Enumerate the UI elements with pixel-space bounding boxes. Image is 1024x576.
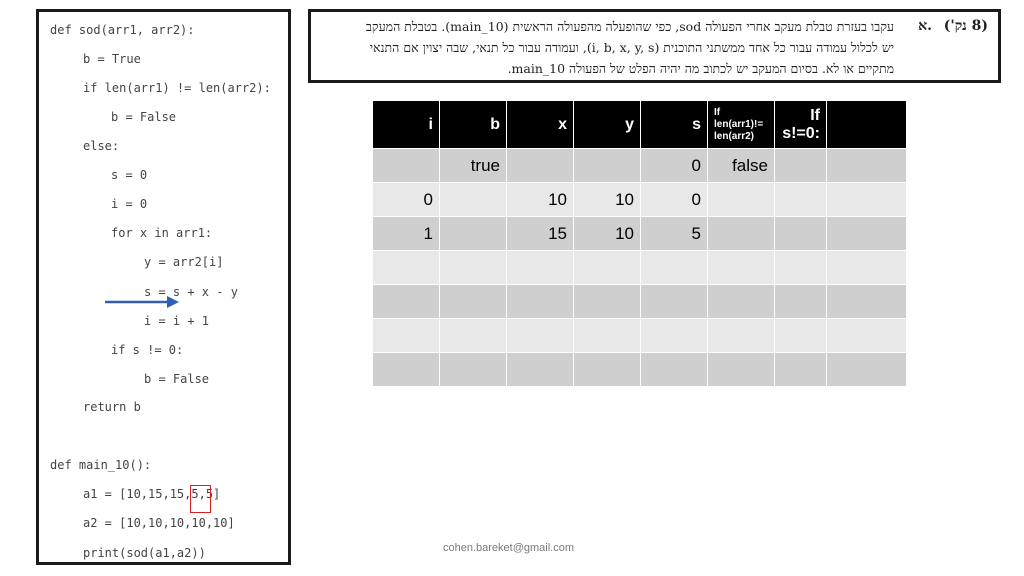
table-cell[interactable] [775,285,827,319]
footer-email: cohen.bareket@gmail.com [443,542,575,554]
code-line-current: s = s + x - y [144,285,238,299]
table-cell[interactable] [440,183,507,217]
table-cell[interactable] [775,251,827,285]
table-cell[interactable] [775,353,827,387]
table-cell[interactable]: 5 [641,217,708,251]
table-cell[interactable] [507,251,574,285]
table-row [373,149,907,183]
code-line: b = False [144,372,210,386]
table-cell[interactable] [373,149,440,183]
table-cell[interactable] [775,217,827,251]
code-line: print(sod(a1,a2)) [83,546,206,560]
table-cell[interactable] [440,217,507,251]
table-cell[interactable] [827,285,907,319]
table-row [373,319,907,353]
current-line-arrow-icon [105,295,179,309]
code-line: if len(arr1) != len(arr2): [83,81,271,95]
code-line: a2 = [10,10,10,10,10] [83,516,235,530]
table-cell[interactable] [775,149,827,183]
column-header-s: s [641,101,708,149]
table-cell[interactable] [507,285,574,319]
table-cell[interactable] [440,353,507,387]
table-cell[interactable] [440,285,507,319]
question-text-line: יש לכלול עמודה עבור כל אחד ממשתני התוכנית (i, b, x, y, s), ועמודה עבור כל תנאי, שבה יצוין אם התנאי [369,40,894,55]
code-line: s = 0 [111,168,148,182]
code-line: if s != 0: [111,343,184,357]
question-text-line: מתקיים או לא. בסיום המעקב יש לכתוב מה יהיה הפלט של הפעולה main_10. [507,61,894,76]
table-cell[interactable] [708,251,775,285]
column-header-empty [827,101,907,149]
table-cell[interactable] [507,353,574,387]
table-cell[interactable] [373,319,440,353]
table-row [373,217,907,251]
highlight-box [190,485,211,513]
table-cell[interactable]: 10 [574,183,641,217]
table-cell[interactable] [574,319,641,353]
column-header-i: i [373,101,440,149]
table-row [373,251,907,285]
table-cell[interactable] [574,353,641,387]
code-line: y = arr2[i] [144,255,224,269]
table-cell[interactable] [574,149,641,183]
table-cell[interactable] [827,319,907,353]
table-cell[interactable] [827,251,907,285]
table-cell[interactable] [641,251,708,285]
table-cell[interactable] [708,217,775,251]
table-cell[interactable] [827,149,907,183]
table-cell[interactable]: true [440,149,507,183]
table-cell[interactable] [641,285,708,319]
column-header-b: b [440,101,507,149]
table-cell[interactable] [373,251,440,285]
table-row [373,353,907,387]
table-cell[interactable]: 0 [373,183,440,217]
code-line: def main_10(): [50,458,152,472]
table-cell[interactable] [708,319,775,353]
table-cell[interactable] [373,353,440,387]
table-cell[interactable]: 1 [373,217,440,251]
table-cell[interactable] [775,183,827,217]
table-cell[interactable] [507,149,574,183]
table-row [373,183,907,217]
code-line: i = 0 [111,197,148,211]
table-cell[interactable]: 10 [507,183,574,217]
question-box [308,9,1001,83]
code-line: for x in arr1: [111,226,213,240]
table-cell[interactable] [641,319,708,353]
table-cell[interactable] [574,251,641,285]
code-line: a1 = [10,15,15,5,5] [83,487,221,501]
code-line: else: [83,139,120,153]
table-header-row [373,101,907,149]
table-cell[interactable] [641,353,708,387]
code-line: return b [83,400,141,414]
table-cell[interactable]: 15 [507,217,574,251]
question-letter: א. [918,18,932,34]
column-header-len-condition: If len(arr1)!= len(arr2) [708,101,775,149]
table-cell[interactable] [574,285,641,319]
table-cell[interactable]: 0 [641,149,708,183]
table-row [373,285,907,319]
table-cell[interactable] [708,183,775,217]
table-cell[interactable] [373,285,440,319]
table-cell[interactable] [827,217,907,251]
code-line: b = True [83,52,141,66]
table-cell[interactable] [827,183,907,217]
table-cell[interactable] [440,319,507,353]
table-cell[interactable] [507,319,574,353]
column-header-y: y [574,101,641,149]
code-line: b = False [111,110,177,124]
trace-table [372,100,907,387]
question-text-line: עקבו בעזרת טבלת מעקב אחרי הפעולה sod, כפי שהופעלה מהפעולה הראשית (main_10). בטבלת המעקב [365,19,894,34]
code-line: i = i + 1 [144,314,210,328]
table-cell[interactable] [440,251,507,285]
table-cell[interactable] [827,353,907,387]
table-cell[interactable]: false [708,149,775,183]
code-line: def sod(arr1, arr2): [50,23,195,37]
table-cell[interactable] [708,353,775,387]
table-cell[interactable]: 10 [574,217,641,251]
column-header-x: x [507,101,574,149]
question-marks: (8 נק') [943,18,988,34]
column-header-s-condition: If s!=0: [775,101,827,149]
table-cell[interactable] [708,285,775,319]
code-panel [36,9,291,565]
table-cell[interactable]: 0 [641,183,708,217]
table-cell[interactable] [775,319,827,353]
